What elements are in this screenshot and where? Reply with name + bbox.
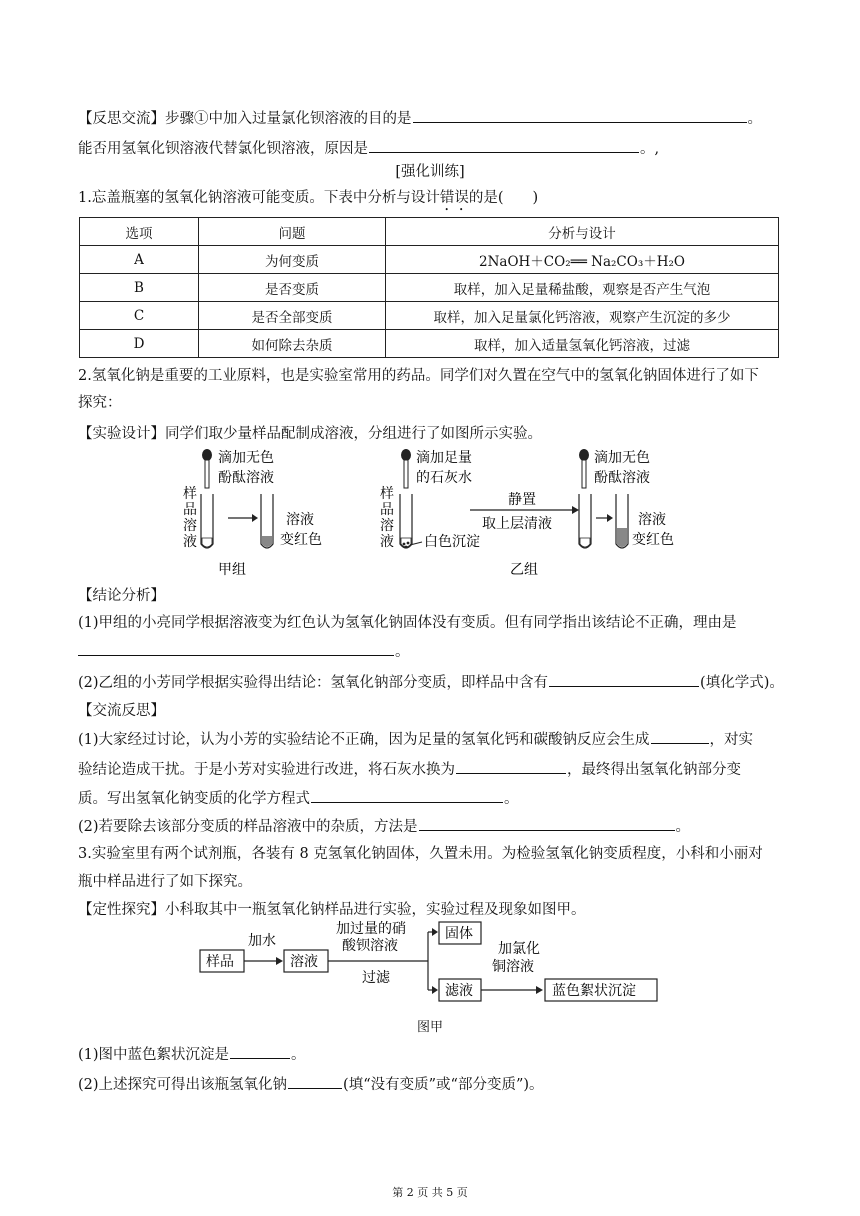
- arrowhead-icon: [252, 514, 258, 522]
- label-drop: 酚酞溶液: [594, 470, 650, 486]
- header-problem: 问题: [199, 218, 386, 246]
- label-add-water: 加水: [248, 933, 276, 949]
- exchange-1-line-1: [78, 729, 753, 750]
- q2-intro: 2.氢氧化钠是重要的工业原料，也是实验室常用的药品。同学们对久置在空气中的氢氧化钠固体进行了如下: [78, 368, 759, 384]
- arrowhead-icon: [432, 928, 438, 936]
- punct: 。: [395, 644, 410, 660]
- label-result: 溶液: [638, 512, 666, 528]
- experiment-diagram: [170, 446, 690, 584]
- dropper-tube-icon: [205, 460, 209, 488]
- label-filter: 过滤: [362, 970, 390, 986]
- answer-blank[interactable]: [651, 729, 709, 744]
- header-option: 选项: [80, 218, 199, 246]
- punct: 。: [747, 111, 762, 127]
- conclusion-title: 【结论分析】: [78, 588, 165, 604]
- answer-blank[interactable]: [369, 138, 639, 153]
- group-b: [380, 449, 674, 578]
- arrowhead-icon: [432, 986, 438, 994]
- exchange-text: 验结论造成干扰。于是小芳对实验进行改进，将石灰水换为: [78, 762, 455, 778]
- label-drop: 滴加足量: [416, 450, 472, 466]
- precipitate-icon: [405, 546, 408, 549]
- label-result: 变红色: [280, 532, 322, 548]
- answer-blank[interactable]: [549, 672, 699, 687]
- page-footer: 第 2 页 共 5 页: [392, 1186, 468, 1199]
- q1-emphasis: 错误: [439, 190, 469, 206]
- exchange-text: ，对实: [709, 732, 754, 748]
- label-add-cu: 加氯化: [498, 941, 540, 957]
- label-drop: 的石灰水: [416, 470, 472, 486]
- label-solution: 溶液: [290, 954, 318, 970]
- arrowhead-icon: [572, 506, 579, 514]
- q1-bracket: 的是( ): [468, 190, 539, 206]
- q3-intro: 3.实验室里有两个试剂瓶，各装有 8 克氢氧化钠固体，久置未用。为检验氢氧化钠变质程度，小科和小丽对: [78, 846, 763, 862]
- arrowhead-icon: [607, 514, 613, 522]
- label-sample: 样品: [206, 954, 234, 970]
- label-sample: 液: [183, 534, 197, 550]
- header-design: 分析与设计: [386, 218, 779, 246]
- label-add-ba: 酸钡溶液: [342, 938, 398, 954]
- answer-blank[interactable]: [311, 788, 503, 803]
- q3-sub-text: (2)上述探究可得出该瓶氢氧化钠: [78, 1077, 288, 1093]
- label-settle: 静置: [508, 492, 536, 508]
- exchange-2: [78, 816, 690, 837]
- exchange-text: (2)若要除去该部分变质的样品溶液中的杂质，方法是: [78, 819, 418, 835]
- precipitate-icon: [403, 543, 406, 546]
- q1-stem: [78, 188, 538, 214]
- reflect-question-2: 能否用氢氧化钡溶液代替氯化钡溶液，原因是: [78, 141, 368, 157]
- cell-option: C: [80, 302, 199, 330]
- dropper-bulb-icon: [401, 449, 411, 461]
- exchange-text: (1)大家经过讨论，认为小芳的实验结论不正确，因为足量的氢氧化钙和碳酸钠反应会生成: [78, 732, 650, 748]
- cell-design: 取样，加入适量氢氧化钙溶液，过滤: [386, 330, 779, 358]
- table-row: [80, 302, 779, 330]
- label-result: 溶液: [286, 512, 314, 528]
- section-title: [强化训练]: [395, 164, 465, 180]
- exchange-text: 质。写出氢氧化钠变质的化学方程式: [78, 791, 310, 807]
- dropper-tube-icon: [404, 460, 408, 488]
- conclusion-2-text: (2)乙组的小芳同学根据实验得出结论：氢氧化钠部分变质，即样品中含有: [78, 675, 549, 691]
- label-sample: 样: [183, 486, 197, 502]
- dropper-bulb-icon: [202, 449, 212, 461]
- figure-caption: 图甲: [416, 1020, 443, 1035]
- group-label-b: 乙组: [510, 562, 538, 578]
- label-sample: 溶: [380, 518, 394, 534]
- group-label-a: 甲组: [218, 562, 246, 578]
- red-liquid-icon: [262, 536, 272, 547]
- cell-option: D: [80, 330, 199, 358]
- cell-problem: 如何除去杂质: [199, 330, 386, 358]
- reflect-line-2: [78, 138, 659, 159]
- arrowhead-icon: [276, 957, 283, 965]
- cell-design: 取样，加入足量稀盐酸，观察是否产生气泡: [386, 274, 779, 302]
- answer-blank[interactable]: [456, 759, 566, 774]
- label-precipitate: 白色沉淀: [424, 534, 480, 550]
- q3-sub-text: (1)图中蓝色絮状沉淀是: [78, 1047, 230, 1063]
- punct: 。: [291, 1047, 306, 1063]
- conclusion-2-hint: (填化学式)。: [700, 675, 784, 691]
- cell-option: B: [80, 274, 199, 302]
- label-sample: 溶: [183, 518, 197, 534]
- answer-blank[interactable]: [288, 1074, 342, 1089]
- label-add-cu: 铜溶液: [492, 959, 534, 975]
- q3-qualitative: 【定性探究】小科取其中一瓶氢氧化钠样品进行实验，实验过程及现象如图甲。: [78, 902, 586, 918]
- exchange-title: 【交流反思】: [78, 703, 165, 719]
- punct: 。: [504, 791, 519, 807]
- precipitate-icon: [407, 542, 410, 545]
- exchange-text: ，最终得出氢氧化钠部分变: [567, 762, 741, 778]
- red-liquid-icon: [617, 528, 627, 547]
- table-row: [80, 330, 779, 358]
- label-sample: 品: [380, 502, 394, 518]
- label-drop: 滴加无色: [218, 450, 274, 466]
- conclusion-2: [78, 672, 784, 693]
- punct: 。: [675, 819, 691, 835]
- flow-diagram: [196, 920, 666, 1012]
- q3-sub-2: [78, 1074, 544, 1095]
- cell-option: A: [80, 246, 199, 274]
- options-table: [79, 217, 779, 358]
- q3-sub-hint: (填“没有变质”或“部分变质”)。: [343, 1077, 544, 1093]
- table-row: [80, 274, 779, 302]
- label-blue-precipitate: 蓝色絮状沉淀: [552, 983, 636, 999]
- table-row: [80, 246, 779, 274]
- table-header-row: [80, 218, 779, 246]
- cell-problem: 是否全部变质: [199, 302, 386, 330]
- label-filtrate: 滤液: [445, 983, 473, 999]
- label-drop: 酚酞溶液: [218, 470, 274, 486]
- q3-sub-1: [78, 1044, 306, 1065]
- conclusion-1-answer: [78, 641, 410, 662]
- answer-blank[interactable]: [78, 641, 394, 656]
- liquid-icon: [202, 538, 212, 547]
- cell-design: 2NaOH＋CO₂══ Na₂CO₃＋H₂O: [386, 246, 779, 274]
- punct: 。,: [640, 141, 660, 157]
- dropper-tube-icon: [582, 460, 586, 488]
- q1-text: 1.忘盖瓶塞的氢氧化钠溶液可能变质。下表中分析与设计: [78, 190, 440, 206]
- label-take-supernatant: 取上层清液: [482, 516, 552, 532]
- label-drop: 滴加无色: [594, 450, 650, 466]
- dropper-bulb-icon: [579, 449, 589, 461]
- label-solid: 固体: [445, 926, 473, 942]
- q3-intro-cont: 瓶中样品进行了如下探究。: [78, 874, 252, 890]
- exchange-1-line-2: [78, 759, 741, 780]
- reflect-question-1: 【反思交流】步骤①中加入过量氯化钡溶液的目的是: [78, 111, 412, 127]
- cell-problem: 为何变质: [199, 246, 386, 274]
- cell-problem: 是否变质: [199, 274, 386, 302]
- label-sample: 液: [380, 534, 394, 550]
- label-sample: 样: [380, 486, 394, 502]
- answer-blank[interactable]: [419, 816, 675, 831]
- liquid-icon: [580, 538, 590, 547]
- q2-intro-cont: 探究：: [78, 395, 122, 411]
- arrowhead-icon: [536, 986, 543, 994]
- conclusion-1: (1)甲组的小亮同学根据溶液变为红色认为氢氧化钠固体没有变质。但有同学指出该结论不正确，理由是: [78, 615, 737, 631]
- exchange-1-line-3: [78, 788, 519, 809]
- q2-design: 【实验设计】同学们取少量样品配制成溶液，分组进行了如图所示实验。: [78, 426, 542, 442]
- reflect-line-1: [78, 108, 762, 129]
- answer-blank[interactable]: [413, 108, 747, 123]
- answer-blank[interactable]: [230, 1044, 290, 1059]
- cell-design: 取样，加入足量氯化钙溶液，观察产生沉淀的多少: [386, 302, 779, 330]
- group-a: [183, 449, 322, 578]
- label-add-ba: 加过量的硝: [336, 921, 406, 937]
- label-sample: 品: [183, 502, 197, 518]
- label-result: 变红色: [632, 532, 674, 548]
